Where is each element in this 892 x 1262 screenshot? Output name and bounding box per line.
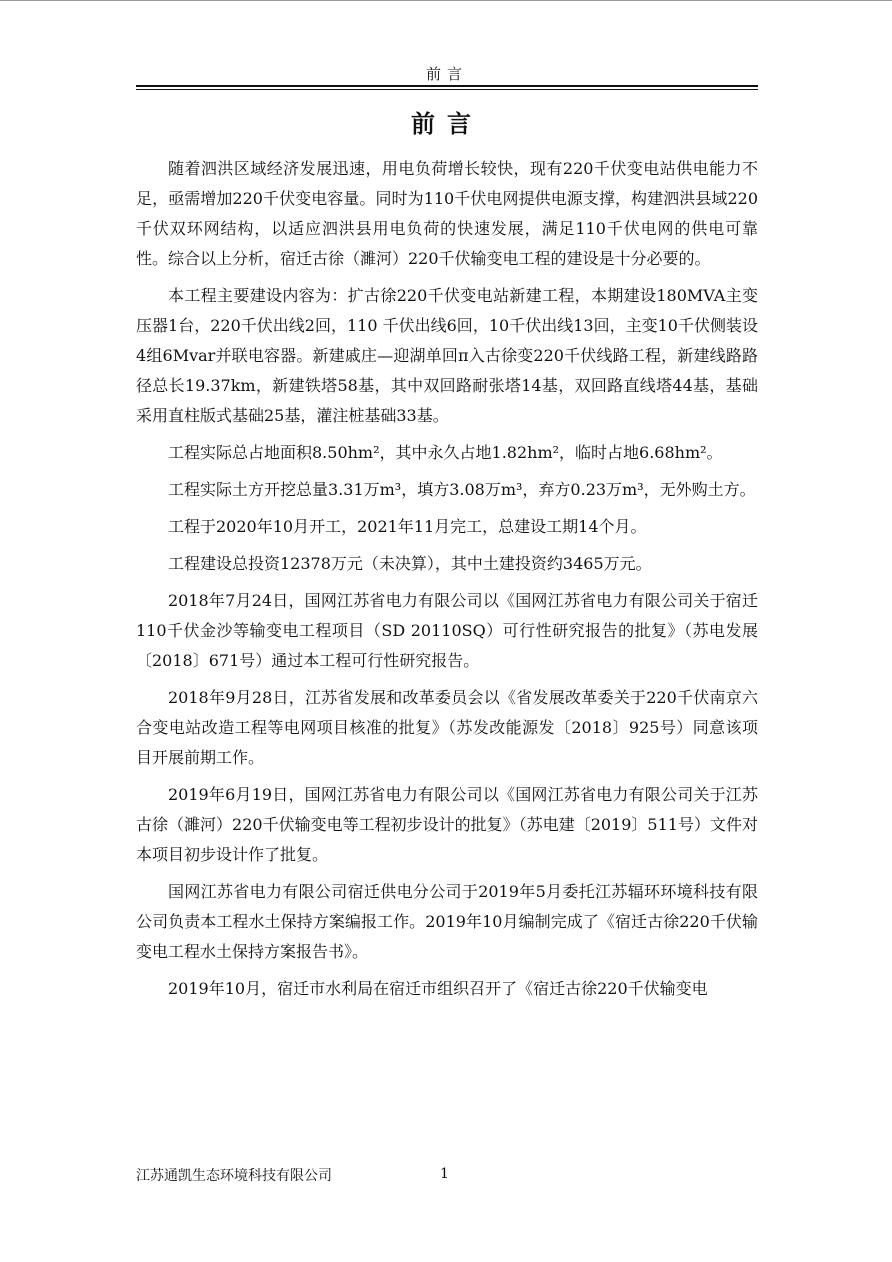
paragraph: 2018年7月24日，国网江苏省电力有限公司以《国网江苏省电力有限公司关于宿迁110千伏金沙等输变电工程项目（SD 20110SQ）可行性研究报告的批复》（苏电发展〔2018〕671号）通过本工程可行性研究报告。	[136, 591, 758, 670]
header-rule-thick	[136, 85, 758, 87]
paragraph: 工程建设总投资12378万元（未决算），其中土建投资约3465万元。	[168, 554, 652, 573]
paragraph: 国网江苏省电力有限公司宿迁供电分公司于2019年5月委托江苏辐环环境科技有限公司负责本工程水土保持方案编报工作。2019年10月编制完成了《宿迁古徐220千伏输变电工程水土保持方案报告书》。	[136, 882, 758, 961]
paragraph: 本工程主要建设内容为：扩古徐220千伏变电站新建工程，本期建设180MVA主变压器1台，220千伏出线2回，110 千伏出线6回，10千伏出线13回，主变10千伏侧装设4组6Mvar并联电容器。新建戚庄—迎湖单回π入古徐变220千伏线路工程，新建线路路径总长19.37km，新建铁塔58基，其中双回路耐张塔14基，双回路直线塔44基，基础采用直柱版式基础25基，灌注桩基础33基。	[136, 286, 758, 425]
paragraph: 2019年6月19日，国网江苏省电力有限公司以《国网江苏省电力有限公司关于江苏古徐（濉河）220千伏输变电等工程初步设计的批复》（苏电建〔2019〕511号）文件对本项目初步设计作了批复。	[136, 785, 758, 864]
running-header: 前言	[425, 65, 468, 83]
body-text	[136, 154, 758, 1004]
page-number: 1	[440, 1166, 449, 1182]
footer-company: 江苏通凯生态环境科技有限公司	[136, 1168, 332, 1184]
paragraph: 工程实际土方开挖总量3.31万m³，填方3.08万m³，弃方0.23万m³，无外购土方。	[168, 480, 756, 499]
page-title: 前言	[411, 109, 483, 138]
header-rule-thin	[136, 89, 758, 90]
paragraph: 工程于2020年10月开工，2021年11月完工，总建设工期14个月。	[168, 517, 647, 536]
paragraph: 2018年9月28日，江苏省发展和改革委员会以《省发展改革委关于220千伏南京六合变电站改造工程等电网项目核准的批复》（苏发改能源发〔2018〕925号）同意该项目开展前期工作。	[136, 688, 758, 767]
paragraph: 2019年10月，宿迁市水利局在宿迁市组织召开了《宿迁古徐220千伏输变电	[168, 979, 708, 998]
paragraph: 随着泗洪区域经济发展迅速，用电负荷增长较快，现有220千伏变电站供电能力不足，亟需增加220千伏变电容量。同时为110千伏电网提供电源支撑，构建泗洪县域220千伏双环网结构，以适应泗洪县用电负荷的快速发展，满足110千伏电网的供电可靠性。综合以上分析，宿迁古徐（濉河）220千伏输变电工程的建设是十分必要的。	[136, 159, 758, 268]
paragraph: 工程实际总占地面积8.50hm²，其中永久占地1.82hm²，临时占地6.68hm²。	[168, 443, 723, 462]
page-top-edge	[0, 0, 892, 1]
